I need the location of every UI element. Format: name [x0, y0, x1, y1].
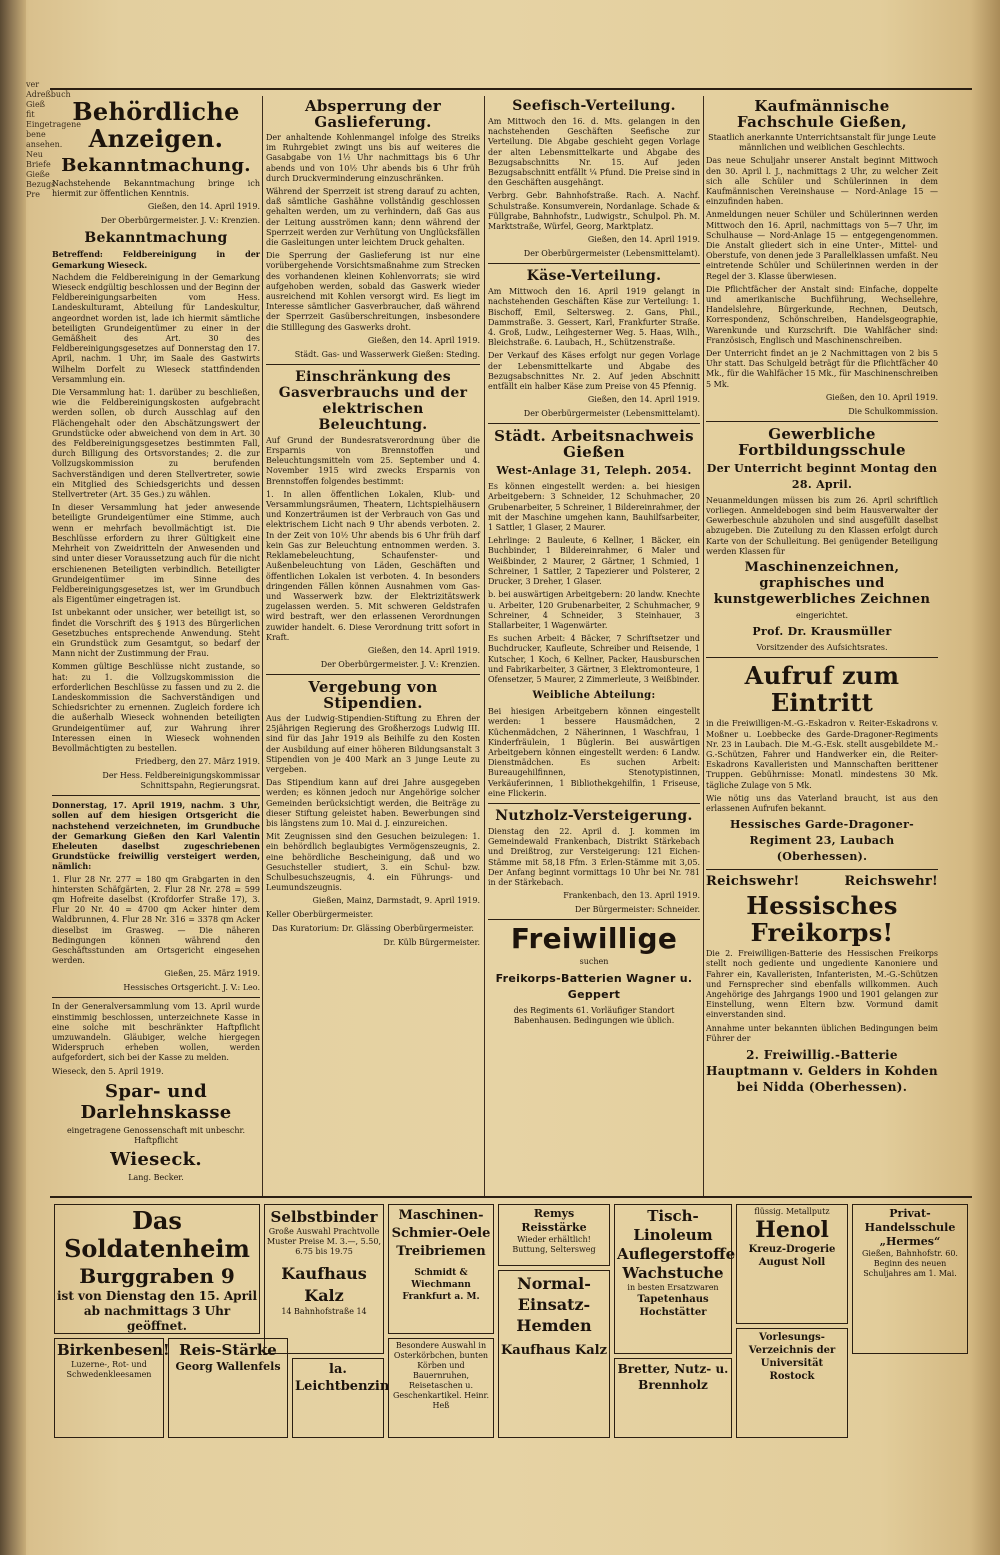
column-rule	[484, 96, 485, 1196]
call-text: in die Freiwilligen-M.-G.-Eskadron v. Reiter-Eskadrons v. Moßner u. Loebbecke des Garde-Dragoner-Regiments Nr. 23 in Laubach. Die M.-G.-Esk. stellt ausgebildete M.-G.-Schützen, Fahrer und Handwerker ein, die Reiter-Eskadrons Kavalleristen und Mannschaften berittener Truppen. Gebührnisse: Monatl. mindestens 30 Mk. tägliche Zulage von 5 Mk.	[706, 719, 938, 790]
notice-signer: Der Oberbürgermeister (Lebensmittelamt).	[523, 409, 700, 419]
ad-title: Selbstbinder	[270, 1208, 378, 1226]
women-title: Weibliche Abteilung:	[532, 690, 656, 702]
notice-intro: Nachstehende Bekanntmachung bringe ich hiermit zur öffentlichen Kenntnis.	[52, 179, 260, 199]
notice-body: Kommen gültige Beschlüsse nicht zustande, so hat: zu 1. die Vollzugskommission die erforderlichen Beschlüsse zu fassen und zu 2. die Landeskommission die Sachverständigen und Schiedsrichter zu ernennen. Zugleich fordere ich die außerhalb Wieseck wohnenden beteiligten Grundeigentümer auf, zur Wahrung ihrer Interessen einen in Wieseck wohnenden Bevollmächtigten zu bestellen.	[52, 662, 260, 753]
freikorps-text: Annahme unter bekannten üblichen Bedingungen beim Führer der	[706, 1023, 938, 1043]
volunteer-ad-sub: suchen	[579, 957, 609, 967]
battery-title: 2. Freiwillig.-Batterie Hauptmann v. Gelders in Kohden bei Nidda (Oberhessen).	[706, 1047, 938, 1094]
notice-place-date: Gießen, den 14. April 1919.	[587, 395, 700, 405]
labor-text: Bei hiesigen Arbeitgebern können eingestellt werden: 1 bessere Hausmädchen, 2 Küchenmädchen, 2 Näherinnen, 1 Waschfrau, 1 Kinderfräulein, 1 Büglerin. Bei auswärtigen Arbeitgebern können eingestellt werden: 6 Landw. Dienstmädchen. Es suchen Arbeit: Bureaugehilfinnen, Stenotypistinnen, Verkäuferinnen, 1 Bibliothekgehilfin, 1 Friseuse, eine Flickerin.	[488, 707, 700, 798]
column-gas-notices	[266, 96, 480, 1196]
ad-title: Remys Reisstärke	[521, 1207, 587, 1234]
notice-signer: Städt. Gas- und Wasserwerk Gießen: Steding.	[294, 349, 480, 359]
vocational-classes: Maschinenzeichnen, graphisches und kunstgewerbliches Zeichnen	[713, 560, 931, 608]
ad-title: Maschinen-Schmier-Oele Treibriemen	[391, 1208, 491, 1259]
notice-signer: Der Oberbürgermeister (Lebensmittelamt).	[523, 249, 700, 259]
ad-shop: Tapetenhaus Hochstätter	[637, 1294, 709, 1318]
ad-reisstaerke	[498, 1204, 610, 1266]
labor-subtitle: West-Anlage 31, Teleph. 2054.	[496, 464, 692, 478]
ad-linoleum	[614, 1204, 736, 1354]
divider	[488, 919, 700, 920]
book-gutter	[0, 0, 26, 1555]
divider	[488, 803, 700, 804]
vocational-text: eingerichtet.	[795, 611, 849, 621]
freikorps-title: Hessisches Freikorps!	[746, 891, 898, 948]
labor-text: b. bei auswärtigen Arbeitgebern: 20 landw. Knechte u. Arbeiter, 120 Grubenarbeiter, 2 Schuhmacher, 9 Schreiner, 4 Schneider, 3 Steinhauer, 3 Stallarbeiter, 1 Wagenwärter.	[488, 590, 700, 630]
notice-place-date: Friedberg, den 27. März 1919.	[135, 757, 260, 767]
ad-address: 14 Bahnhofstraße 14	[281, 1307, 367, 1316]
school-text: Die Pflichtfächer der Anstalt sind: Einfache, doppelte und amerikanische Buchführung, Wechsellehre, Handelslehre, Bürgerkunde, Rechnen, Deutsch, Korrespondenz, Schönschreiben, Handelsgeographie, Warenkunde und Kurzschrift. Die Wahlfächer sind: Französisch, Englisch und Maschinenschreiben.	[706, 284, 938, 345]
notice-signer: Der Hess. Feldbereinigungskommissar Schnittspahn, Regierungsrat.	[102, 771, 260, 791]
signer-a: Keller Oberbürgermeister.	[266, 910, 374, 920]
divider	[706, 421, 938, 422]
column-authority-notices	[52, 96, 260, 1196]
divider	[266, 674, 480, 675]
school-text: Der Unterricht findet an je 2 Nachmittagen von 2 bis 5 Uhr statt. Das Schulgeld beträgt für die Pflichtfächer 40 Mk., für die Wahlfächer 15 Mk., für Maschinenschreiben 5 Mk.	[706, 349, 938, 389]
cheese-text: Am Mittwoch den 16. April 1919 gelangt in nachstehenden Geschäften Käse zur Verteilung: 1. Bischoff, Emil, Seltersweg. 2. Gans, Phil., Dammstraße. 3. Gessert, Karl, Frankfurter Straße. 4. Groß, Ludw., Leihgesterner Weg. 5. Haas, Wilh., Bleichstraße. 6. Laubach, H., Schützenstraße.	[488, 287, 700, 348]
ad-rostock	[736, 1328, 848, 1438]
ad-text: Gießen, Bahnhofstr. 60. Beginn des neuen Schuljahres am 1. Mai.	[862, 1249, 958, 1278]
divider	[488, 423, 700, 424]
volunteer-ad-title: Freiwillige	[510, 922, 678, 956]
ad-text: Wieder erhältlich! Buttung, Seltersweg	[512, 1235, 596, 1254]
gas-text: Der anhaltende Kohlenmangel infolge des Streiks im Ruhrgebiet zwingt uns bis auf weiteres die Gasabgabe von 1½ Uhr nachmittags bis 6 Uhr abends und von 10½ Uhr abends bis 6 Uhr früh durch Druckverminderung einzuschränken.	[266, 133, 480, 183]
school-title: Kaufmännische Fachschule Gießen,	[737, 97, 907, 131]
ad-easter	[388, 1338, 494, 1438]
volunteer-ad-line: Freikorps-Batterien Wagner u. Geppert	[495, 972, 693, 1002]
notice-place-date: Gießen, den 10. April 1919.	[825, 392, 938, 402]
restriction-list: 1. In allen öffentlichen Lokalen, Klub- und Versammlungsräumen, Theatern, Lichtspielhäusern und Konzerträumen ist der Verbrauch von Gas und elektrischem Licht nach 9 Uhr abends verboten. 2. In der Zeit von 10½ Uhr abends bis 6 Uhr früh darf kein Gas zur Beleuchtung entnommen werden. 3. Reklamebeleuchtung, Schaufenster- und Außenbeleuchtung von Läden, Geschäften und öffentlichen Lokalen ist verboten. 4. In besonders dringenden Fällen können Ausnahmen vom Gas- und Wasserwerk bzw. der Elektrizitätswerk zugelassen werden. 5. Mit schweren Geldstrafen wird bestraft, wer den erlassenen Verordnungen zuwider handelt. 6. Diese Verordnung tritt sofort in Kraft.	[266, 489, 480, 642]
auction-intro: Donnerstag, 17. April 1919, nachm. 3 Uhr, sollen auf dem hiesigen Ortsgericht die nachstehend verzeichneten, im Grundbuche der Gemarkung Gießen den Karl Valentin Eheleuten daselbst zugeschriebenen Grundstücke freiwillig versteigert werden, nämlich:	[52, 800, 260, 872]
ad-title: Birkenbesen!	[57, 1341, 170, 1359]
vocational-title: Gewerbliche Fortbildungsschule	[738, 424, 906, 459]
section-title: Behördliche Anzeigen.	[72, 97, 240, 153]
stipend-text: Aus der Ludwig-Stipendien-Stiftung zu Ehren der 25jährigen Regierung des Großherzogs Ludwig III. sind für das Jahr 1919 als Beihilfe zu den Kosten der Ausbildung auf einer höheren Bildungsanstalt 3 Stipendien von je 400 Mark an 3 junge Leute zu vergeben.	[266, 713, 480, 774]
ad-selbstbinder	[264, 1204, 384, 1354]
ad-text: ist von Dienstag den 15. April ab nachmittags 3 Uhr geöffnet.	[57, 1289, 258, 1333]
volunteer-ad-small: des Regiments 61. Vorläufiger Standort Babenhausen. Bedingungen wie üblich.	[513, 1006, 675, 1026]
bank-sub: eingetragene Genossenschaft mit unbeschr. Haftpflicht	[66, 1125, 246, 1145]
column-rule	[262, 96, 263, 1196]
divider	[706, 869, 938, 870]
fish-text: Am Mittwoch den 16. d. Mts. gelangen in den nachstehenden Geschäften Seefische zur Verteilung. Die Abgabe geschieht gegen Vorlage der alten Lebensmittelkarte und Abgabe des Bezugsabschnitts Nr. 15. Auf jeden Bezugsabschnitt entfällt ¼ Pfund. Die Preise sind in den Geschäften ausgehängt.	[488, 117, 700, 188]
ad-title: la. Leichtbenzin	[295, 1362, 390, 1394]
ad-soldatenheim	[54, 1204, 260, 1334]
ad-title: Normal-Einsatz-Hemden	[516, 1274, 592, 1335]
cheese-text: Der Verkauf des Käses erfolgt nur gegen Vorlage der Lebensmittelkarte und Abgabe des Bezugsabschnittes Nr. 2. Auf jeden Abschnitt entfällt ein halber Käse zum Preise von 45 Pfennig.	[488, 351, 700, 392]
bank-notice: In der Generalversammlung vom 13. April wurde einstimmig beschlossen, unterzeichnete Kasse in eine solche mit beschränkter Haftpflicht umzuwandeln. Gläubiger, welche hiergegen Widerspruch erheben wollen, werden aufgefordert, sich bei der Kasse zu melden.	[52, 1002, 260, 1063]
stipend-title: Vergebung von Stipendien.	[308, 677, 438, 712]
notice-signer: Der Bürgermeister: Schneider.	[575, 905, 700, 915]
ad-shop: Kaufhaus Kalz	[281, 1264, 367, 1305]
ad-shop: Kreuz-Drogerie August Noll	[748, 1244, 836, 1268]
timber-title: Nutzholz-Versteigerung.	[495, 807, 693, 824]
notice-place-date: Frankenbach, den 13. April 1919.	[563, 891, 700, 901]
restriction-text: Auf Grund der Bundesratsverordnung über die Ersparnis von Brennstoffen und Beleuchtungsmitteln vom 25. September und 4. November 1915 wird zwecks Ersparnis von Brennstoffen folgendes bestimmt:	[266, 435, 480, 486]
betreffend: Betreffend: Feldbereinigung in der Gemarkung Wieseck.	[52, 249, 260, 270]
call-text: Wie nötig uns das Vaterland braucht, ist aus den erlassenen Aufrufen bekannt.	[706, 793, 938, 813]
notice-signer: Der Oberbürgermeister. J. V.: Krenzien.	[320, 659, 480, 669]
bank-title: Spar- und Darlehnskasse	[80, 1080, 232, 1123]
ad-text: Besondere Auswahl in Osterkörbchen, bunten Körben und Bauernruhen, Reisetaschen u. Geschenkartikel. Heinr. Heß	[392, 1341, 490, 1410]
ad-text: in besten Ersatzwaren	[627, 1283, 719, 1292]
ad-title: Henol	[755, 1217, 829, 1243]
notice-body: Ist unbekannt oder unsicher, wer beteiligt ist, so findet die Vorschrift des § 1913 des Bürgerlichen Gesetzbuches entsprechende Anwendung. Steht ein Grundstück zum Gesamtgut, so bedarf der Mann nicht der Zustimmung der Frau.	[52, 608, 260, 659]
notice-place-date: Gießen, 25. März 1919.	[164, 969, 260, 979]
footer-names: Lang. Becker.	[128, 1173, 184, 1183]
vocational-signer: Prof. Dr. Krausmüller	[752, 625, 892, 639]
ad-shop: Schmidt & Wiechmann Frankfurt a. M.	[402, 1268, 480, 1302]
notice-body: Die Versammlung hat: 1. darüber zu beschließen, wie die Feldbereinigungskosten aufgebracht werden sollen, ob durch Ausschlag auf den Flächengehalt oder den Abschätzungswert der Grundstücke oder abweichend von dem in Art. 30 des Feldbereinigungsgesetzes bestimmten Fall, durch Billigung des Ortsvorstandes; 2. die zur Vollzugskommission zu berufenden Sachverständigen und deren Stellvertreter, sowie ein Mitglied des Schiedsgerichts und dessen Stellvertreter (Art. 35 Ges.) zu wählen.	[52, 388, 260, 500]
school-text: Das neue Schuljahr unserer Anstalt beginnt Mittwoch den 30. April l. J., nachmittags 2 Uhr, zu welcher Zeit sich alle Schüler und Schülerinnen in dem Kaufmännischen Vereinshause — Nord-Anlage 15 — einzufinden haben.	[706, 156, 938, 207]
notice-place-date: Gießen, Mainz, Darmstadt, 9. April 1919.	[312, 896, 480, 906]
divider	[52, 997, 260, 998]
gas-title: Absperrung der Gaslieferung.	[304, 97, 442, 131]
ad-title: Reis-Stärke	[179, 1341, 277, 1359]
notice-place-date: Gießen, den 14. April 1919.	[147, 202, 260, 212]
gas-text: Die Sperrung der Gaslieferung ist nur eine vorübergehende Vorsichtsmaßnahme zum Strecken des vorhandenen kleinen Kohlenvorrats; sie wird aufgehoben werden, sobald das Gaswerk wieder ausreichend mit Kohlen versorgt wird. Es liegt im Interesse sämtlicher Gasverbraucher, daß während der Sperrzeit Gasüberschreitungen, insbesondere die Stilllegung des Gaswerks droht.	[266, 251, 480, 332]
column-rule	[703, 96, 704, 1196]
ad-text: Große Auswahl Prachtvolle Muster Preise M. 3.—, 5.50, 6.75 bis 19.75	[267, 1227, 381, 1256]
ad-title: Tisch-Linoleum Auflegerstoffe Wachstuche	[617, 1207, 736, 1282]
banner-right: Reichswehr!	[844, 874, 938, 890]
ad-reis-staerke	[168, 1338, 288, 1438]
ad-sub: flüssig. Metallputz	[754, 1207, 830, 1216]
stipend-text: Das Stipendium kann auf drei Jahre ausgegeben werden; es können jedoch nur Angehörige solcher Gemeinden berücksichtigt werden, die Beiträge zu dieser Stiftung geleistet haben. Bewerbungen sind bis längstens zum 10. Mai d. J. einzureichen.	[266, 778, 480, 828]
banner-left: Reichswehr!	[706, 874, 800, 890]
gas-text: Während der Sperrzeit ist streng darauf zu achten, daß sämtliche Gashähne vollständig geschlossen gehalten werden, um zu verhindern, daß Gas aus der Leitung ausströmen kann; denn während der Sperrzeit werden zur Verhütung von Unglücksfällen die Gasleitungen unter leichtem Druck gehalten.	[266, 187, 480, 248]
column-distribution	[488, 96, 700, 1196]
vocational-text: Neuanmeldungen müssen bis zum 26. April schriftlich vorliegen. Anmeldebogen sind beim Hausverwalter der Gewerbeschule abzuholen und sind ausgefüllt daselbst abzugeben. Die Zuteilung zu den Klassen erfolgt durch Karte von der Schulleitung. Bei genügender Beteiligung werden Klassen für	[706, 495, 938, 556]
cheese-title: Käse-Verteilung.	[526, 268, 662, 285]
school-text: Anmeldungen neuer Schüler und Schülerinnen werden Mittwoch den 16. April, nachmittags von 5—7 Uhr, im Schulhause — Nord-Anlage 15 — entgegengenommen. Die Anstalt gliedert sich in eine Unter-, Mittel- und Oberstufe, von denen jede 3 Parallelklassen umfaßt. Neu eintretende Schüler und Schülerinnen werden in der Regel der 3. Klasse überwiesen.	[706, 210, 938, 281]
auction-lots: 1. Flur 28 Nr. 277 = 180 qm Grabgarten in den hintersten Schäfgärten, 2. Flur 28 Nr. 278 = 599 qm Hofreite daselbst (Krofdorfer Straße 17), 3. Flur 20 Nr. 40 = 4700 qm Acker hinter dem Waldbrunnen, 4. Flur 28 Nr. 316 = 3378 qm Acker dieselbst im Grasweg. — Die näheren Bedingungen können während den Geschäftsstunden am Ortsgericht eingesehen werden.	[52, 874, 260, 966]
ad-address: Burggraben 9	[79, 1264, 235, 1288]
adjacent-page-edge: ver Adreßbuch Gieß fit Eingetragene bene ansehen. Neu Briefe Gieße Bezugs Pre	[26, 80, 81, 199]
ad-shop: Georg Wallenfels	[175, 1360, 281, 1373]
ad-hermes	[852, 1204, 968, 1354]
notice-place-date: Wieseck, den 5. April 1919.	[52, 1066, 164, 1076]
restriction-title: Einschränkung des Gasverbrauchs und der elektrischen Beleuchtung.	[278, 368, 468, 433]
notice-body: Nachdem die Feldbereinigung in der Gemarkung Wieseck endgültig beschlossen und der Beginn der Feldbereinigungsarbeiten vom Hess. Landeskulturamt, Abteilung für Landeskultur, angeordnet worden ist, lade ich hiermit sämtliche beteiligten Grundeigentümer zu einer in der Gemäßheit des Art. 30 des Feldbereinigungsgesetzes auf Donnerstag den 17. April, nachm. 1 Uhr, im Saale des Gastwirts Wilhelm Dorfelt zu Wieseck stattfindenden Versammlung ein.	[52, 272, 260, 384]
ad-title: Bretter, Nutz- u. Brennholz	[617, 1362, 729, 1392]
ad-bretter	[614, 1358, 732, 1438]
reichswehr-banner	[706, 874, 938, 890]
notice-place-date: Gießen, den 14. April 1919.	[367, 335, 480, 345]
fish-shops: Verbrg. Gebr. Bahnhofstraße. Rach. A. Nachf. Schulstraße. Konsumverein, Nordanlage. Schade & Füllgrabe, Bahnhofstr., Ludwigstr., Schulpol. Ph. M. Marktstraße, Würfel, Georg, Marktplatz.	[488, 191, 700, 232]
ad-machine-oil	[388, 1204, 494, 1334]
ad-title: Vorlesungs-Verzeichnis der Universität Rostock	[748, 1332, 836, 1382]
fish-title: Seefisch-Verteilung.	[512, 98, 676, 114]
ad-title: Das Soldatenheim	[64, 1206, 250, 1263]
ad-henol	[736, 1204, 848, 1324]
ad-shop: Kaufhaus Kalz	[501, 1343, 607, 1358]
ad-hemden	[498, 1270, 610, 1438]
divider	[488, 263, 700, 264]
notice-signer: Der Oberbürgermeister. J. V.: Krenzien.	[100, 216, 260, 226]
ad-leichtbenzin	[292, 1358, 390, 1438]
stipend-text: Mit Zeugnissen sind den Gesuchen beizulegen: 1. ein behördlich beglaubigtes Vermögenszeugnis, 2. eine behördliche Bescheinigung, daß und wo Gesuchsteller studiert, 3. ein Schul- bzw. Schulbesuchszeugnis, 4. ein Führungs- und Leumundszeugnis.	[266, 832, 480, 893]
vocational-signer-role: Vorsitzender des Aufsichtsrates.	[756, 643, 888, 653]
labor-text: Lehrlinge: 2 Bauleute, 6 Kellner, 1 Bäcker, ein Buchbinder, 1 Bildereinrahmer, 6 Maler und Weißbinder, 2 Maurer, 2 Gärtner, 1 Schmied, 1 Schreiner, 1 Sattler, 2 Tapezierer und Polsterer, 2 Drucker, 3 Dreher, 1 Glaser.	[488, 536, 700, 587]
notice-title: Bekanntmachung.	[61, 155, 251, 176]
bank-place: Wieseck.	[110, 1149, 202, 1171]
school-text: Staatlich anerkannte Unterrichtsanstalt für junge Leute männlichen und weiblichen Geschlechts.	[708, 133, 936, 153]
freikorps-text: Die 2. Freiwilligen-Batterie des Hessischen Freikorps stellt noch gediente und ungediente Kanoniere und Fahrer ein, Kavalleristen, Infanteristen, M.-G.-Schützen und Fernsprecher sind ebenfalls willkommen. Auch Angehörige des Jahrgangs 1900 und 1901 gelangen zur Einstellung, wenn Eltern bzw. Vormund damit einverstanden sind.	[706, 949, 938, 1020]
notice-place-date: Gießen, den 14. April 1919.	[587, 235, 700, 245]
signer-b: Das Kuratorium: Dr. Glässing Oberbürgermeister.	[272, 924, 474, 934]
divider	[706, 657, 938, 658]
notice-place-date: Gießen, den 14. April 1919.	[367, 645, 480, 655]
call-title: Aufruf zum Eintritt	[744, 661, 900, 718]
ad-title: Privat-Handelsschule „Hermes“	[864, 1207, 956, 1248]
notice-body: In dieser Versammlung hat jeder anwesende beteiligte Grundeigentümer eine Stimme, auch wenn er mehrfach bevollmächtigt ist. Die Beschlüsse erfordern zu ihrer Gültigkeit eine Mehrheit von Zweidritteln der Anwesenden und sind unter dieser Voraussetzung auch für die nicht erschienenen Beteiligten verbindlich. Beteiligter Grundeigentümer im Sinne des Feldbereinigungsgesetzes ist, wer im Grundbuch als Eigentümer eingetragen ist.	[52, 503, 260, 605]
vocational-start: Der Unterricht beginnt Montag den 28. April.	[706, 461, 938, 491]
labor-title: Städt. Arbeitsnachweis Gießen	[494, 427, 694, 462]
ad-birkenbesen	[54, 1338, 170, 1438]
notice-signer: Hessisches Ortsgericht. J. V.: Leo.	[123, 983, 260, 993]
sub-title: Bekanntmachung	[84, 230, 228, 247]
notice-signer: Die Schulkommission.	[848, 406, 938, 416]
column-schools-military	[706, 96, 938, 1196]
call-signer: Hessisches Garde-Dragoner-Regiment 23, Laubach (Oberhessen).	[729, 818, 915, 864]
divider	[266, 364, 480, 365]
divider	[52, 795, 260, 796]
labor-text: Es können eingestellt werden: a. bei hiesigen Arbeitgebern: 3 Schneider, 12 Schuhmacher, 20 Grubenarbeiter, 5 Schreiner, 1 Bildereinrahmer, der mit der Maschine umgehen kann, Bauhilfsarbeiter, 1 Sattler, 1 Glaser, 2 Maurer.	[488, 482, 700, 533]
advertisement-band	[50, 1196, 972, 1443]
timber-text: Dienstag den 22. April d. J. kommen im Gemeindewald Frankenbach, Distrikt Stärkebach und Dreißtrog, zur Versteigerung: 121 Eichen-Stämme mit 58,18 Ffm. 3 Erlen-Stämme mit 3,05. Der Anfang beginnt vormittags 10 Uhr bei Nr. 781 in der Stärkebach.	[488, 826, 700, 887]
ad-text: Luzerne-, Rot- und Schwedenkleesamen	[66, 1360, 152, 1379]
labor-text: Es suchen Arbeit: 4 Bäcker, 7 Schriftsetzer und Buchdrucker, Kaufleute, Schreiber und Reisende, 1 Kutscher, 1 Koch, 6 Kellner, Packer, Hausburschen und Fabrikarbeiter, 3 Gärtner, 3 Elektromonteure, 1 Ofensetzer, 5 Maurer, 2 Zimmerleute, 3 Weißbinder.	[488, 634, 700, 684]
signer-c: Dr. Külb Bürgermeister.	[383, 938, 480, 948]
